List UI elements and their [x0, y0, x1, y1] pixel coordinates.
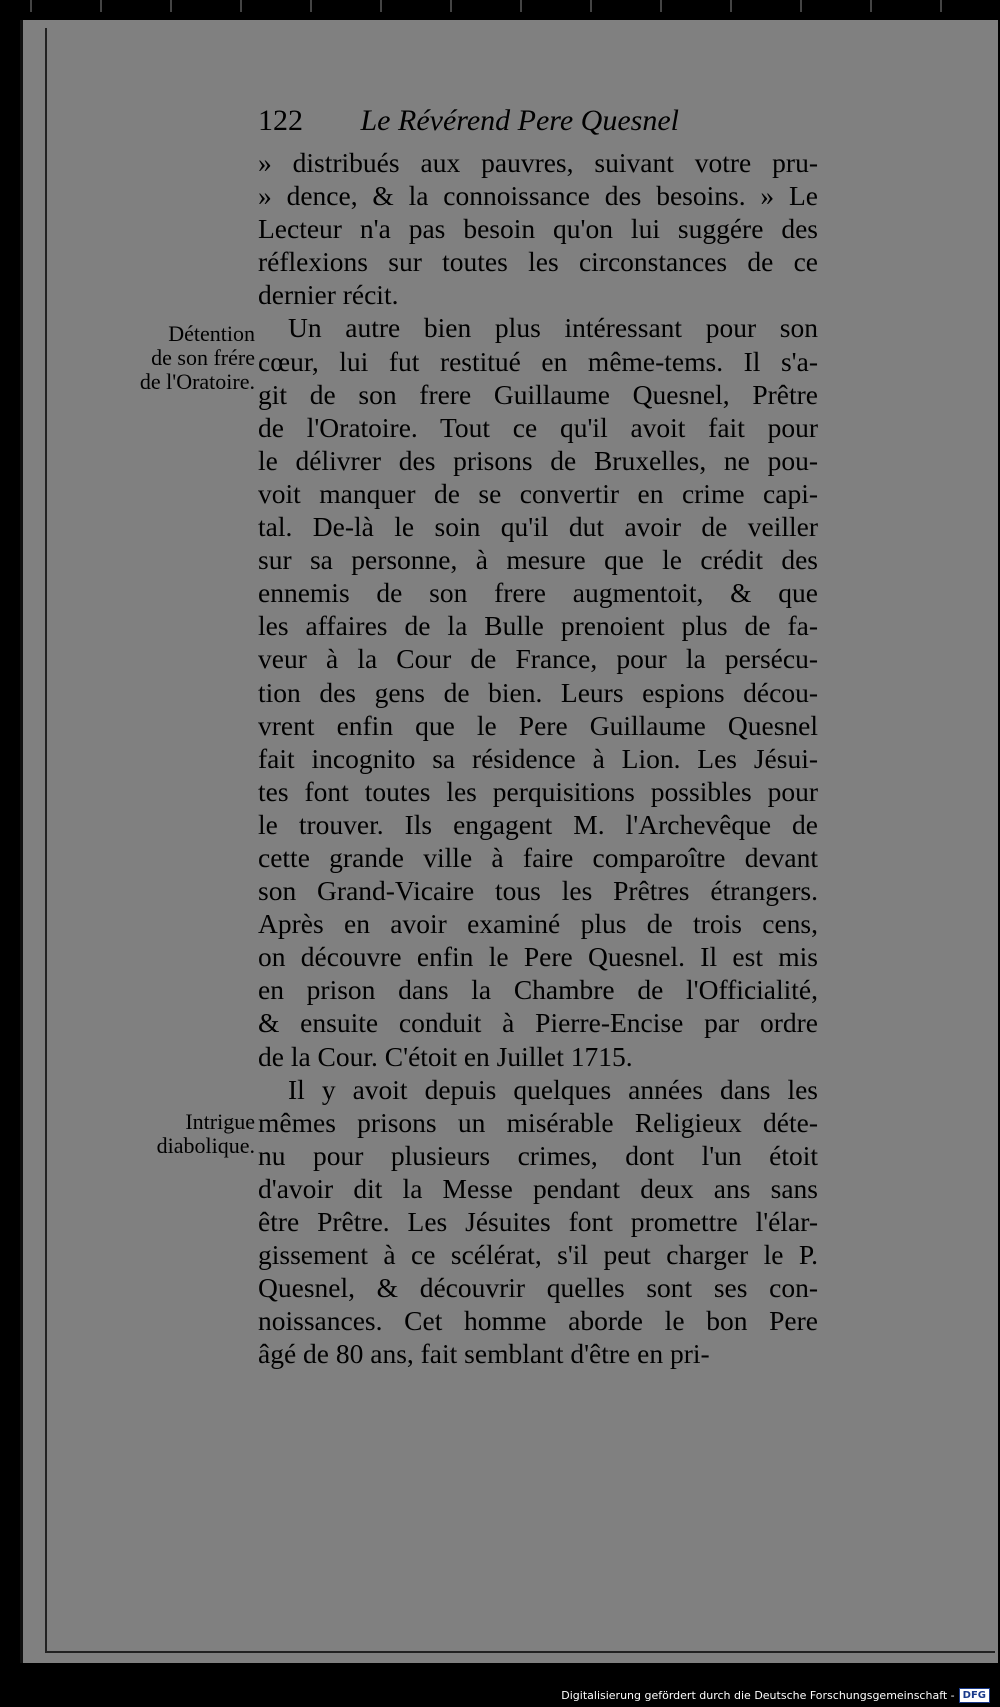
text-line: ennemis de son frere augmentoit, & que — [258, 577, 818, 609]
margin-note-line: Détention — [168, 321, 255, 346]
text-line: d'avoir dit la Messe pendant deux ans sans — [258, 1172, 818, 1204]
body-text — [258, 146, 818, 1370]
dfg-logo: DFG — [959, 1688, 990, 1703]
text-line: Il y avoit depuis quelques années dans les — [288, 1073, 818, 1105]
credit-text: Digitalisierung gefördert durch die Deutsche Forschungsgemeinschaft - — [561, 1689, 955, 1702]
scan-edge — [0, 0, 1000, 12]
text-line: âgé de 80 ans, fait semblant d'être en pri- — [258, 1338, 710, 1370]
text-line: sur sa personne, à mesure que le crédit des — [258, 544, 818, 576]
margin-note-line: diabolique. — [156, 1133, 255, 1158]
digitization-credit — [561, 1688, 990, 1703]
margin-note-line: de l'Oratoire. — [139, 369, 255, 394]
text-line: on découvre enfin le Pere Quesnel. Il est mis — [258, 941, 818, 973]
text-line: tion des gens de bien. Leurs espions décou- — [258, 676, 818, 708]
text-line: & ensuite conduit à Pierre-Encise par ordre — [258, 1007, 818, 1039]
text-line: dernier récit. — [258, 279, 399, 311]
text-line: le délivrer des prisons de Bruxelles, ne pou- — [258, 444, 818, 476]
text-line: veur à la Cour de France, pour la persécu- — [258, 643, 818, 675]
margin-note-line: Intrigue — [185, 1109, 255, 1134]
text-line: le trouver. Ils engagent M. l'Archevêque de — [258, 808, 818, 840]
text-line: tes font toutes les perquisitions possibles pour — [258, 775, 818, 807]
margin-note-line: de son frére — [151, 345, 255, 370]
text-line: » dence, & la connoissance des besoins. » Le — [258, 180, 818, 212]
text-line: cette grande ville à faire comparoître devant — [258, 841, 818, 873]
text-line: réflexions sur toutes les circonstances de ce — [258, 246, 818, 278]
text-line: fait incognito sa résidence à Lion. Les Jésui- — [258, 742, 818, 774]
text-line: » distribués aux pauvres, suivant votre pru- — [258, 147, 818, 178]
margin-note-detention — [105, 322, 255, 394]
text-line: voit manquer de se convertir en crime capi- — [258, 477, 818, 509]
text-line: de la Cour. C'étoit en Juillet 1715. — [258, 1040, 633, 1072]
text-line: Quesnel, & découvrir quelles sont ses con- — [258, 1272, 818, 1304]
text-line: gissement à ce scélérat, s'il peut charger le P. — [258, 1239, 818, 1271]
text-line: Lecteur n'a pas besoin qu'on lui suggére des — [258, 213, 818, 245]
text-line: mêmes prisons un misérable Religieux déte- — [258, 1106, 818, 1138]
text-line: noissances. Cet homme aborde le bon Pere — [258, 1305, 818, 1337]
page-number: 122 — [258, 104, 303, 137]
running-head — [258, 104, 798, 138]
text-line: nu pour plusieurs crimes, dont l'un étoit — [258, 1139, 818, 1171]
margin-note-intrigue — [105, 1110, 255, 1158]
text-line: Après en avoir examiné plus de trois cens, — [258, 908, 818, 940]
text-line: de l'Oratoire. Tout ce qu'il avoit fait pour — [258, 411, 818, 443]
text-line: son Grand-Vicaire tous les Prêtres étrangers. — [258, 875, 818, 907]
text-line: être Prêtre. Les Jésuites font promettre l'élar- — [258, 1206, 818, 1237]
text-line: en prison dans la Chambre de l'Officialité, — [258, 974, 818, 1006]
text-line: cœur, lui fut restitué en même-tems. Il s'a- — [258, 345, 818, 377]
text-line: vrent enfin que le Pere Guillaume Quesnel — [258, 709, 818, 741]
text-line: Un autre bien plus intéressant pour son — [288, 312, 818, 344]
text-line: tal. De-là le soin qu'il dut avoir de veiller — [258, 511, 818, 543]
text-line: git de son frere Guillaume Quesnel, Prêtre — [258, 378, 818, 410]
text-line: les affaires de la Bulle prenoient plus de fa- — [258, 610, 818, 642]
running-title: Le Révérend Pere Quesnel — [360, 104, 679, 137]
